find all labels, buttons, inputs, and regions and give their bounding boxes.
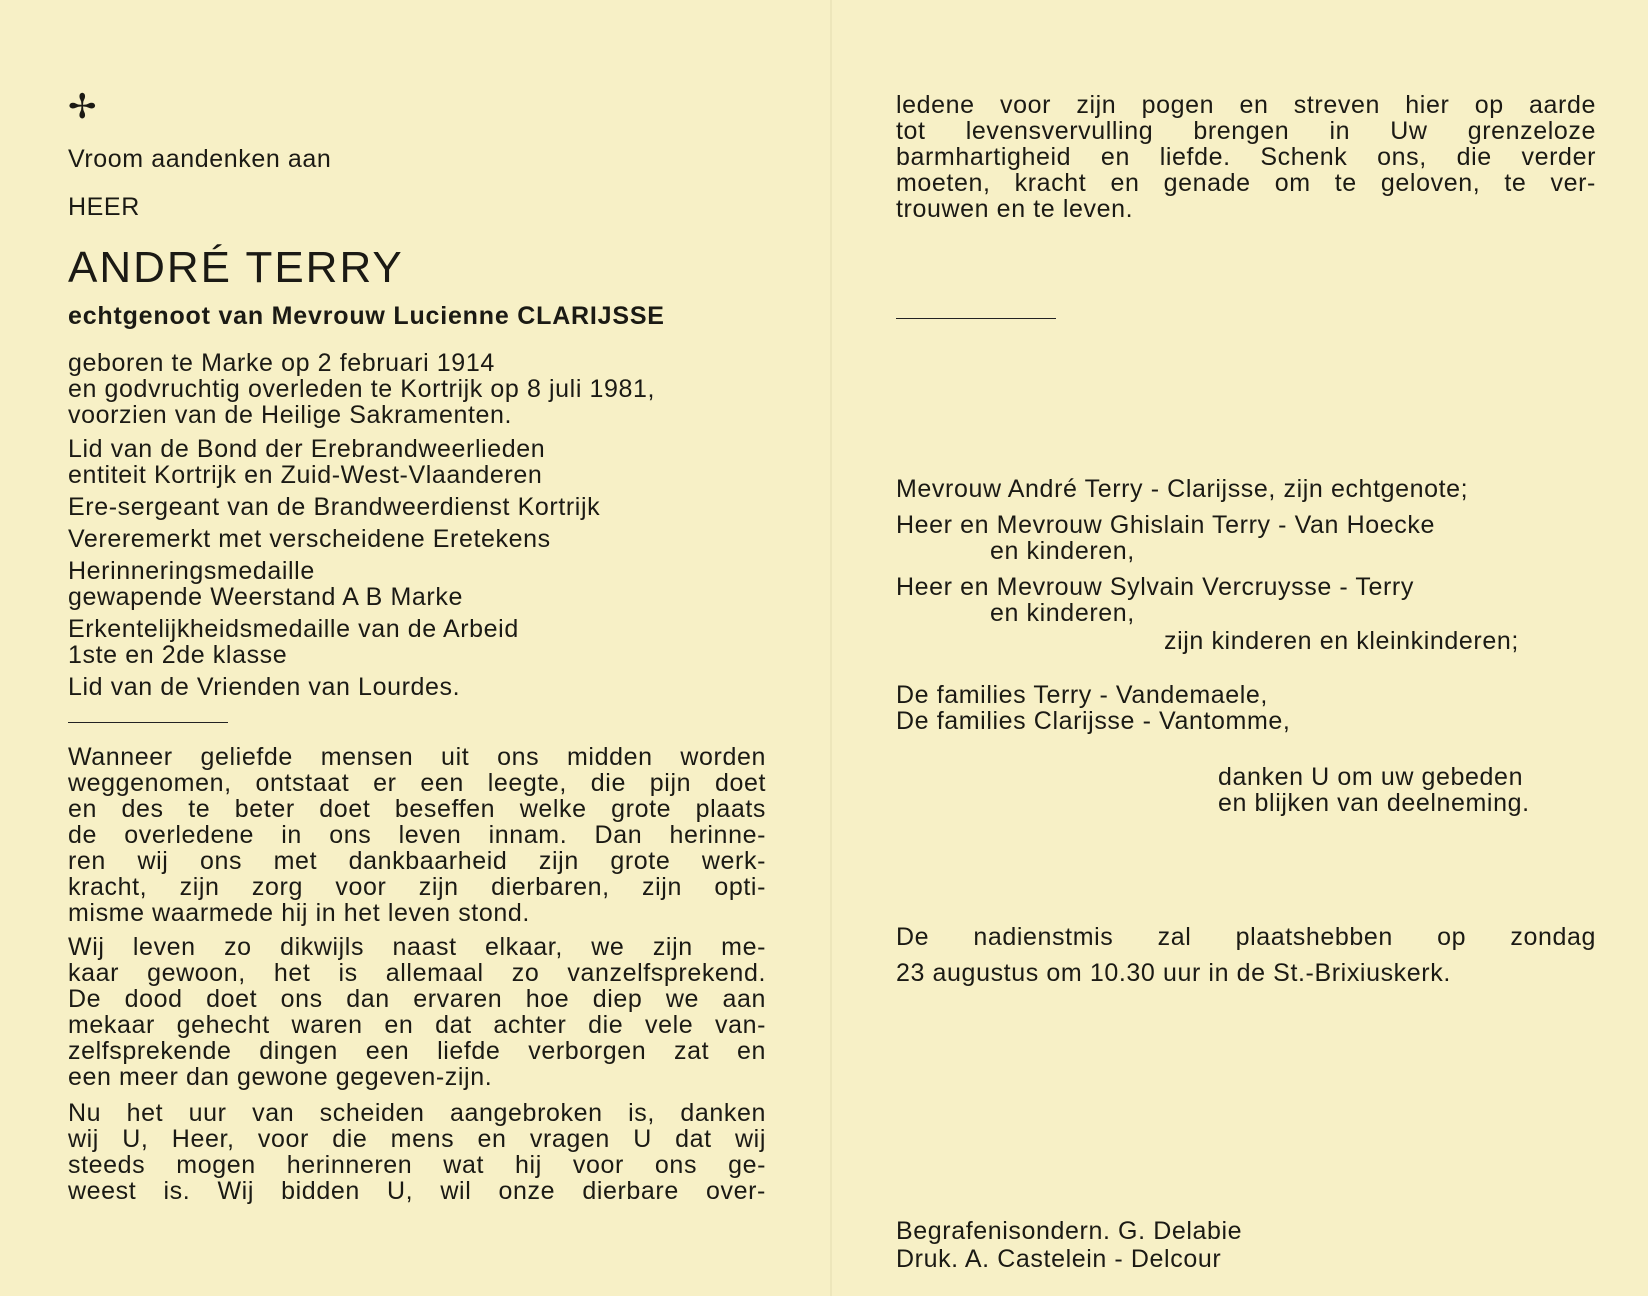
text-line: Nu het uur van scheiden aangebroken is, danken bbox=[68, 1100, 766, 1127]
bio-line: entiteit Kortrijk en Zuid-West-Vlaanderen bbox=[68, 461, 543, 489]
family-daughter-children: en kinderen, bbox=[990, 599, 1135, 627]
text-line: ren wij ons met dankbaarheid zijn grote werk- bbox=[68, 848, 766, 875]
bio-line: Ere-sergeant van de Brandweerdienst Kortrijk bbox=[68, 493, 601, 521]
credit-line: Druk. A. Castelein - Delcour bbox=[896, 1245, 1222, 1273]
thanks-line: danken U om uw gebeden bbox=[1218, 763, 1524, 791]
text-line: weest is. Wij bidden U, wil onze dierbare over- bbox=[68, 1178, 766, 1205]
text-line: weggenomen, ontstaat er een leegte, die pijn doet bbox=[68, 770, 766, 797]
divider bbox=[68, 722, 228, 723]
bio-line: Erkentelijkheidsmedaille van de Arbeid bbox=[68, 615, 519, 643]
bio-line: 1ste en 2de klasse bbox=[68, 641, 288, 669]
text-line: trouwen en te leven. bbox=[896, 195, 1134, 223]
text-line: een meer dan gewone gegeven-zijn. bbox=[68, 1063, 493, 1091]
family-son: Heer en Mevrouw Ghislain Terry - Van Hoecke bbox=[896, 511, 1435, 539]
divider bbox=[896, 318, 1056, 319]
bio-line: gewapende Weerstand A B Marke bbox=[68, 583, 463, 611]
text-line: de overledene in ons leven innam. Dan herinne- bbox=[68, 822, 766, 849]
family-grandchildren: zijn kinderen en kleinkinderen; bbox=[1164, 627, 1519, 655]
bio-line: Herinneringsmedaille bbox=[68, 557, 315, 585]
text-line: De dood doet ons dan ervaren hoe diep we aan bbox=[68, 986, 766, 1013]
text-line: Wanneer geliefde mensen uit ons midden worden bbox=[68, 744, 766, 771]
deceased-name: ANDRÉ TERRY bbox=[68, 243, 404, 292]
text-line: mekaar gehecht waren en dat achter die vele van- bbox=[68, 1012, 766, 1039]
thanks-line: en blijken van deelneming. bbox=[1218, 789, 1530, 817]
cross-icon: ✢ bbox=[68, 87, 97, 127]
bio-line: Lid van de Bond der Erebrandweerlieden bbox=[68, 435, 546, 463]
credit-line: Begrafenisondern. G. Delabie bbox=[896, 1217, 1243, 1245]
text-line: en des te beter doet beseffen welke grote plaats bbox=[68, 796, 766, 823]
text-line: kracht, zijn zorg voor zijn dierbaren, zijn opti- bbox=[68, 874, 766, 901]
bio-line: Vereremerkt met verscheidene Eretekens bbox=[68, 525, 551, 553]
text-line: moeten, kracht en genade om te geloven, te ver- bbox=[896, 170, 1596, 197]
bio-line: en godvruchtig overleden te Kortrijk op 8 juli 1981, bbox=[68, 375, 656, 403]
text-line: misme waarmede hij in het leven stond. bbox=[68, 899, 530, 927]
bio-line: Lid van de Vrienden van Lourdes. bbox=[68, 673, 461, 701]
mass-line: 23 augustus om 10.30 uur in de St.-Brixiuskerk. bbox=[896, 959, 1451, 987]
text-line: ledene voor zijn pogen en streven hier op aarde bbox=[896, 92, 1596, 119]
text-line: wij U, Heer, voor die mens en vragen U dat wij bbox=[68, 1126, 766, 1153]
fold-line bbox=[830, 0, 832, 1296]
intro-text: Vroom aandenken aan bbox=[68, 145, 332, 173]
spouse-line: echtgenoot van Mevrouw Lucienne CLARIJSSE bbox=[68, 302, 665, 330]
text-line: Wij leven zo dikwijls naast elkaar, we zijn me- bbox=[68, 934, 766, 961]
family-widow: Mevrouw André Terry - Clarijsse, zijn echtgenote; bbox=[896, 475, 1469, 503]
mass-line: De nadienstmis zal plaatshebben op zondag bbox=[896, 924, 1596, 951]
bio-line: voorzien van de Heilige Sakramenten. bbox=[68, 401, 513, 429]
text-line: barmhartigheid en liefde. Schenk ons, die verder bbox=[896, 144, 1596, 171]
bio-line: geboren te Marke op 2 februari 1914 bbox=[68, 349, 495, 377]
families-line: De families Terry - Vandemaele, bbox=[896, 681, 1268, 709]
family-son-children: en kinderen, bbox=[990, 537, 1135, 565]
text-line: zelfsprekende dingen een liefde verborgen zat en bbox=[68, 1038, 766, 1065]
family-daughter: Heer en Mevrouw Sylvain Vercruysse - Terry bbox=[896, 573, 1414, 601]
families-line: De families Clarijsse - Vantomme, bbox=[896, 707, 1291, 735]
text-line: kaar gewoon, het is allemaal zo vanzelfsprekend. bbox=[68, 960, 766, 987]
text-line: steeds mogen herinneren wat hij voor ons ge- bbox=[68, 1152, 766, 1179]
title-text: HEER bbox=[68, 193, 140, 221]
text-line: tot levensvervulling brengen in Uw grenzeloze bbox=[896, 118, 1596, 145]
